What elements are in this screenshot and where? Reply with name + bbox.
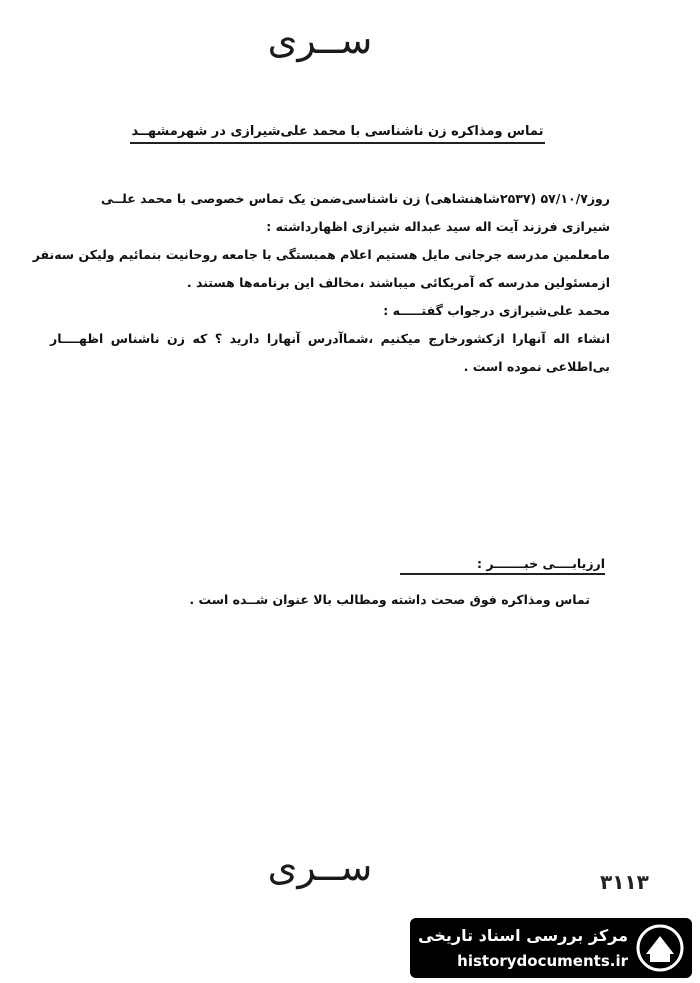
evaluation-text: تماس ومذاکره فوق صحت داشته ومطالب بالا عنوان شــده است . — [189, 592, 590, 607]
body-line-2: شیرازی فرزند آیت اله سید عبداله شیرازی اظهارداشته : — [266, 219, 610, 234]
body-line-5: محمد علی‌شیرازی درجواب گفتـــــه : — [383, 303, 610, 318]
body-line-7: بی‌اطلاعی نموده است . — [463, 359, 610, 374]
classification-stamp-top: ســری — [267, 18, 373, 62]
archive-logo-icon — [636, 924, 684, 972]
watermark-url: historydocuments.ir — [457, 952, 628, 970]
watermark-name: مرکز بررسی اسناد تاریخی — [418, 926, 628, 945]
classification-stamp-bottom: ســری — [267, 845, 373, 889]
body-line-6: انشاء اله آنهارا ازکشورخارج میکنیم ،شماآدرس آنهارا دارید ؟ که زن ناشناس اظهــــار — [50, 331, 610, 346]
evaluation-label: ارزیابــــی خبـــــــر : — [400, 556, 605, 575]
body-line-1: روز۵۷/۱۰/۷ (۲۵۳۷شاهنشاهی) زن ناشناسی‌ضمن یک تماس خصوصی با محمد علــی — [100, 191, 610, 206]
body-line-4: ازمسئولین مدرسه که آمریکائی میباشند ،مخالف این برنامه‌ها هستند . — [186, 275, 610, 290]
document-heading: تماس ومذاکره زن ناشناسی با محمد علی‌شیرازی در شهرمشهــد — [130, 124, 545, 144]
body-line-3: مامعلمین مدرسه جرجانی مایل هستیم اعلام همبستگی با جامعه روحانیت بنمائیم ولیکن سه‌نفر — [32, 247, 610, 262]
page-number: ۳۱۱۳ — [600, 870, 649, 894]
watermark-banner — [410, 918, 692, 978]
